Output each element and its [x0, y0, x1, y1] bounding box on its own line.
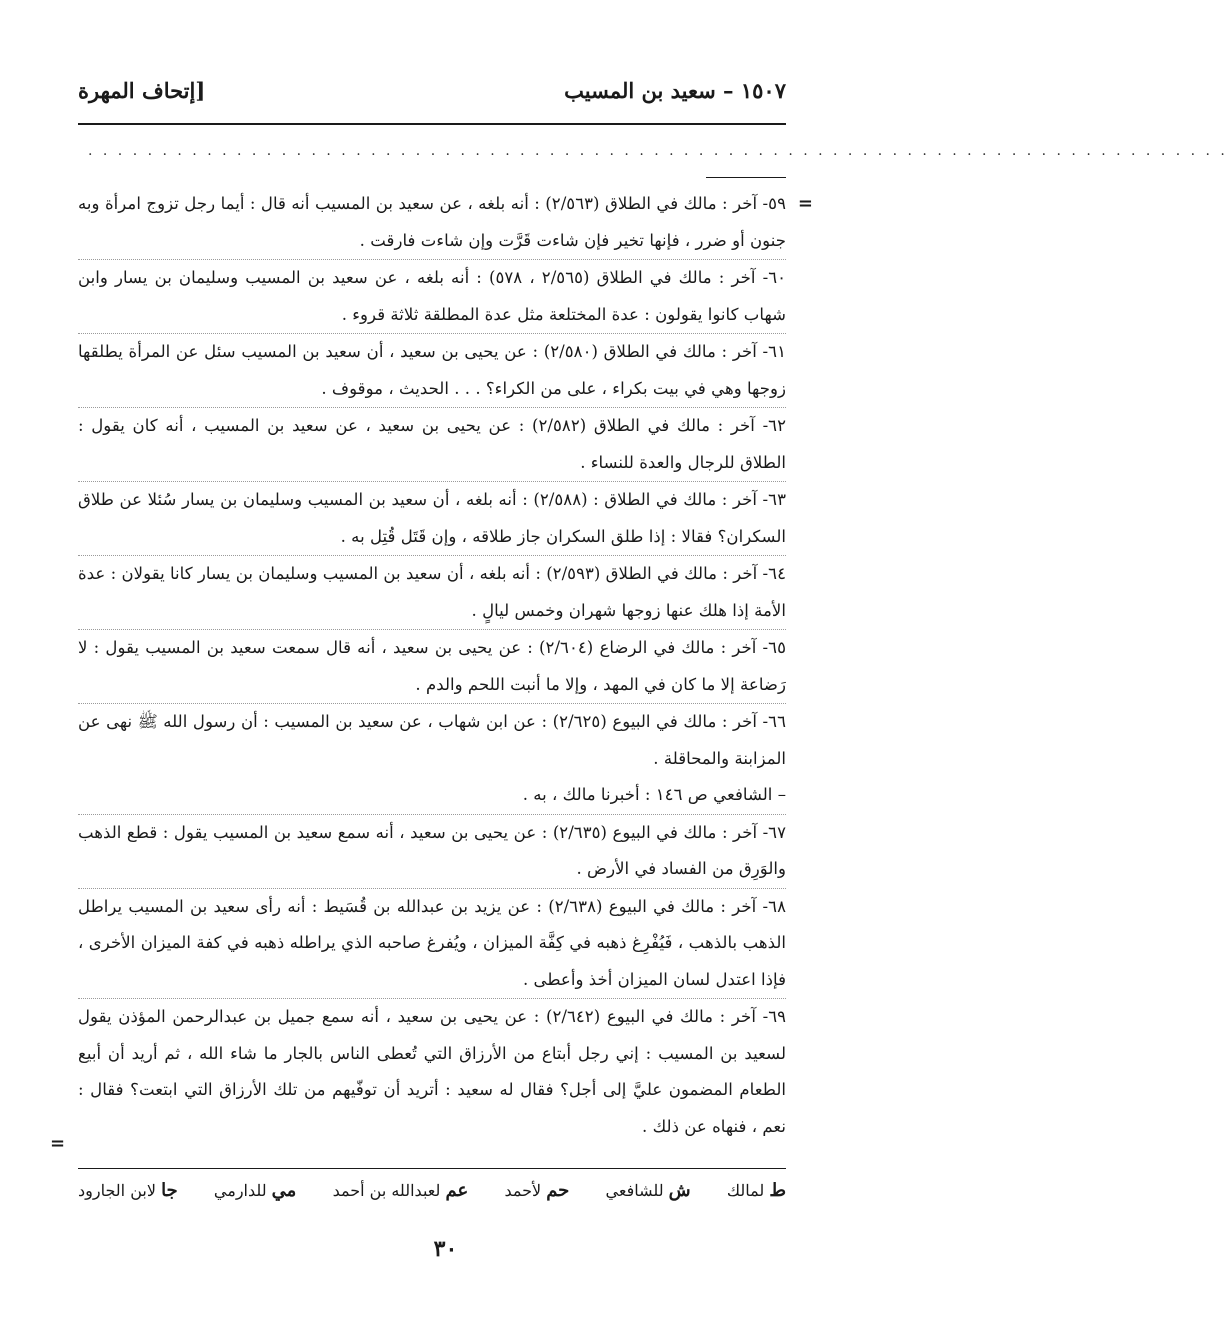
section-short-divider — [706, 177, 786, 178]
header-divider — [78, 123, 786, 125]
hadith-entry-65: ٦٥- آخر : مالك في الرضاع (٢/٦٠٤) : عن يحيى بن سعيد ، أنه قال سمعت سعيد بن المسيب يقول : لا رَضاعة إلا ما كان في المهد ، وإلا ما أنبت اللحم والدم . — [78, 629, 786, 703]
abbrev-ibn-jarud: جا لابن الجارود — [78, 1180, 178, 1201]
abbreviations-key — [78, 1180, 786, 1201]
abbrev-ahmad: حم لأحمد — [504, 1180, 570, 1201]
abbrev-abdullah: عم لعبدالله بن أحمد — [332, 1180, 469, 1201]
hadith-entry-69: ٦٩- آخر : مالك في البيوع (٢/٦٤٢) : عن يحيى بن سعيد ، أنه سمع جميل بن عبدالرحمن المؤذن يقول لسعيد بن المسيب : إني رجل أبتاع من الأرزاق التي تُعطى الناس بالجار ما شاء الله ، ثم أريد أن أبيع الطعام المضمون عليَّ إلى أجل؟ فقال له سعيد : أتريد أن توفّيهم من تلك الأرزاق التي ابتعت؟ فقال : نعم ، فنهاه عن ذلك . — [78, 998, 786, 1145]
margin-equals-mark-top: = — [797, 193, 813, 214]
abbrev-darimi: مي للدارمي — [213, 1180, 297, 1201]
hadith-entry-61: ٦١- آخر : مالك في الطلاق (٢/٥٨٠) : عن يحيى بن سعيد ، أن سعيد بن المسيب سئل عن المرأة يطلقها زوجها وهي في بيت بكراء ، على من الكراء؟ . . . الحديث ، موقوف . — [78, 333, 786, 407]
hadith-entry-62: ٦٢- آخر : مالك في الطلاق (٢/٥٨٢) : عن يحيى بن سعيد ، عن سعيد بن المسيب ، أنه كان يقول : الطلاق للرجال والعدة للنساء . — [78, 407, 786, 481]
margin-equals-mark-bottom: = — [50, 1133, 66, 1154]
hadith-entry-60: ٦٠- آخر : مالك في الطلاق (٢/٥٦٥ ، ٥٧٨) : أنه بلغه ، عن سعيد بن المسيب وسليمان بن يسار وابن شهاب كانوا يقولون : عدة المختلعة مثل عدة المطلقة ثلاثة قروء . — [78, 259, 786, 333]
hadith-entry-63: ٦٣- آخر : مالك في الطلاق : (٢/٥٨٨) : أنه بلغه ، أن سعيد بن المسيب وسليمان بن يسار سُئلا عن طلاق السكران؟ فقالا : إذا طلق السكران جاز طلاقه ، وإن قَتَل قُتِل به . — [78, 481, 786, 555]
dotted-separator: . . . . . . . . . . . . . . . . . . . . . . . . . . . . . . . . . . . . . . . . . . . . . . . . . . . . . . . . . . . . . . . . . . . . . . . . . . . . . — [88, 143, 1228, 159]
hadith-entries-list — [78, 186, 786, 1145]
hadith-entry-59: ٥٩- آخر : مالك في الطلاق (٢/٥٦٣) : أنه بلغه ، عن سعيد بن المسيب أنه قال : أيما رجل تزوج امرأة وبه جنون أو ضرر ، فإنها تخير فإن شاءت قَرَّت وإن شاءت فارقت . — [78, 194, 786, 250]
abbrev-shafii: ش للشافعي — [605, 1180, 691, 1201]
hadith-entry-68: ٦٨- آخر : مالك في البيوع (٢/٦٣٨) : عن يزيد بن عبدالله بن قُسَيط : أنه رأى سعيد بن المسيب يراطل الذهب بالذهب ، فَيُفْرِغ ذهبه في كِفَّة الميزان ، ويُفرغ صاحبه الذي يراطله ذهبه في كفة الميزان الأخرى ، فإذا اعتدل لسان الميزان أخذ وأعطى . — [78, 888, 786, 999]
header-book-title: [إتحاف المهرة — [78, 77, 206, 103]
footer-divider — [78, 1168, 786, 1169]
page-number: ٣٠ — [433, 1236, 458, 1262]
hadith-entry-67: ٦٧- آخر : مالك في البيوع (٢/٦٣٥) : عن يحيى بن سعيد ، أنه سمع سعيد بن المسيب يقول : قطع الذهب والوَرِق من الفساد في الأرض . — [78, 814, 786, 888]
abbrev-malik: ط لمالك — [726, 1180, 786, 1201]
header-chapter-title: ١٥٠٧ – سعيد بن المسيب — [564, 77, 786, 103]
hadith-entry-64: ٦٤- آخر : مالك في الطلاق (٢/٥٩٣) : أنه بلغه ، أن سعيد بن المسيب وسليمان بن يسار كانا يقولان : عدة الأمة إذا هلك عنها زوجها شهران وخمس ليالٍ . — [78, 555, 786, 629]
running-header — [78, 70, 786, 110]
hadith-entry-66-shafii: – الشافعي ص ١٤٦ : أخبرنا مالك ، به . — [522, 785, 786, 804]
hadith-entry-66: ٦٦- آخر : مالك في البيوع (٢/٦٢٥) : عن ابن شهاب ، عن سعيد بن المسيب : أن رسول الله ﷺ نهى عن المزابنة والمحاقلة . — [78, 703, 786, 777]
